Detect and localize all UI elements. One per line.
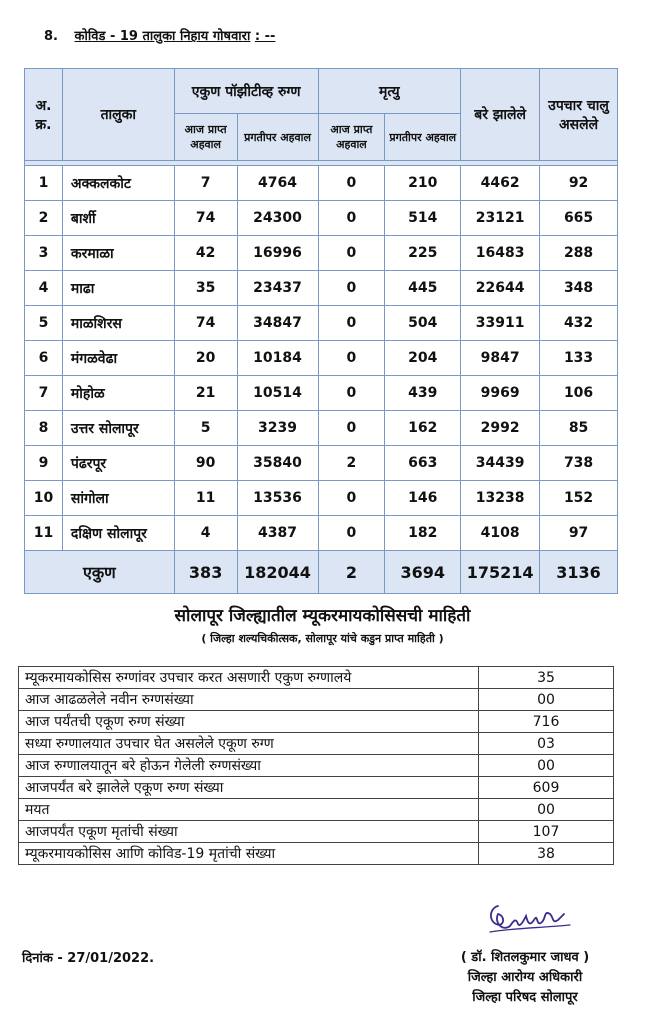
list-item [19,667,614,689]
header-taluka: तालुका [62,69,174,161]
positive-today-cell: 5 [174,411,237,446]
table-row [25,166,618,201]
positive-today-cell: 20 [174,341,237,376]
mucormycosis-source-note: ( जिल्हा शल्यचिकीत्सक, सोलापूर यांचे कडुन प्राप्त माहिती ) [201,632,444,645]
active-cell: 106 [540,376,618,411]
taluka-cell: मंगळवेढा [62,341,174,376]
deaths-progressive-cell: 663 [385,446,461,481]
positive-progressive-cell: 34847 [237,306,318,341]
taluka-table-body [25,161,618,551]
serial-cell: 11 [25,516,63,551]
total-label: एकुण [25,551,175,594]
list-item [19,689,614,711]
mucor-value-cell: 716 [479,711,614,733]
mucor-value-cell: 609 [479,777,614,799]
recovered-cell: 34439 [461,446,540,481]
deaths-today-cell: 0 [318,341,385,376]
table-row [25,236,618,271]
total-deaths-progressive: 3694 [385,551,461,594]
mucor-value-cell: 38 [479,843,614,865]
mucormycosis-table-body [19,667,614,865]
deaths-progressive-cell: 514 [385,201,461,236]
total-row [25,551,618,594]
list-item [19,711,614,733]
serial-cell: 2 [25,201,63,236]
positive-progressive-cell: 3239 [237,411,318,446]
deaths-progressive-cell: 182 [385,516,461,551]
mucor-value-cell: 00 [479,689,614,711]
active-cell: 665 [540,201,618,236]
taluka-cell: दक्षिण सोलापूर [62,516,174,551]
section-number: 8. [44,29,58,44]
serial-cell: 7 [25,376,63,411]
serial-cell: 4 [25,271,63,306]
list-item [19,733,614,755]
positive-today-cell: 7 [174,166,237,201]
mucor-value-cell: 03 [479,733,614,755]
taluka-cell: पंढरपूर [62,446,174,481]
taluka-cell: मोहोळ [62,376,174,411]
table-row [25,271,618,306]
serial-cell: 5 [25,306,63,341]
deaths-progressive-cell: 204 [385,341,461,376]
active-cell: 85 [540,411,618,446]
positive-today-cell: 90 [174,446,237,481]
list-item [19,755,614,777]
recovered-cell: 13238 [461,481,540,516]
positive-today-cell: 4 [174,516,237,551]
mucormycosis-title: सोलापूर जिल्ह्यातील म्यूकरमायकोसिसची माहिती [174,606,471,626]
mucor-label-cell: म्यूकरमायकोसिस रुग्णांवर उपचार करत असणारी एकुण रुग्णालये [19,667,479,689]
recovered-cell: 33911 [461,306,540,341]
signatory-office: जिल्हा परिषद सोलापूर [472,990,578,1005]
deaths-progressive-cell: 445 [385,271,461,306]
table-row [25,516,618,551]
mucor-label-cell: म्यूकरमायकोसिस आणि कोविड-19 मृतांची संख्या [19,843,479,865]
recovered-cell: 2992 [461,411,540,446]
header-positive-group: एकुण पॉझीटीव्ह रुग्ण [174,69,318,114]
positive-progressive-cell: 4764 [237,166,318,201]
list-item [19,799,614,821]
signature-block [440,948,610,1008]
taluka-cell: माळशिरस [62,306,174,341]
active-cell: 97 [540,516,618,551]
taluka-cell: सांगोला [62,481,174,516]
deaths-progressive-cell: 225 [385,236,461,271]
signatory-name: ( डॉ. शितलकुमार जाधव ) [460,950,590,965]
active-cell: 738 [540,446,618,481]
positive-progressive-cell: 13536 [237,481,318,516]
taluka-cell: अक्कलकोट [62,166,174,201]
mucor-label-cell: आजपर्यंत एकूण मृतांची संख्या [19,821,479,843]
recovered-cell: 4108 [461,516,540,551]
section-heading [44,26,275,44]
table-row [25,446,618,481]
deaths-progressive-cell: 439 [385,376,461,411]
positive-today-cell: 74 [174,201,237,236]
deaths-today-cell: 2 [318,446,385,481]
positive-today-cell: 21 [174,376,237,411]
list-item [19,777,614,799]
table-row [25,411,618,446]
positive-progressive-cell: 35840 [237,446,318,481]
recovered-cell: 9969 [461,376,540,411]
total-recovered: 175214 [461,551,540,594]
recovered-cell: 16483 [461,236,540,271]
header-deaths-progressive: प्रगतीपर अहवाल [385,114,461,161]
section-title: कोविड - 19 तालुका निहाय गोषवारा [74,29,251,44]
mucormycosis-table [18,666,614,865]
recovered-cell: 22644 [461,271,540,306]
mucor-label-cell: आज पर्यंतची एकूण रुग्ण संख्या [19,711,479,733]
table-row [25,306,618,341]
positive-today-cell: 11 [174,481,237,516]
deaths-today-cell: 0 [318,306,385,341]
deaths-progressive-cell: 210 [385,166,461,201]
serial-cell: 6 [25,341,63,376]
positive-progressive-cell: 10184 [237,341,318,376]
total-deaths-today: 2 [318,551,385,594]
active-cell: 92 [540,166,618,201]
positive-progressive-cell: 24300 [237,201,318,236]
header-active: उपचार चालु असलेले [540,69,618,161]
active-cell: 133 [540,341,618,376]
report-date: दिनांक - 27/01/2022. [22,951,155,966]
taluka-cell: बार्शी [62,201,174,236]
active-cell: 152 [540,481,618,516]
mucor-value-cell: 00 [479,799,614,821]
table-row [25,376,618,411]
deaths-today-cell: 0 [318,376,385,411]
header-recovered: बरे झालेले [461,69,540,161]
header-positive-today: आज प्राप्त अहवाल [174,114,237,161]
mucor-label-cell: आज रुग्णालयातून बरे होऊन गेलेली रुग्णसंख्या [19,755,479,777]
deaths-today-cell: 0 [318,236,385,271]
mucor-value-cell: 00 [479,755,614,777]
deaths-today-cell: 0 [318,166,385,201]
active-cell: 288 [540,236,618,271]
mucor-label-cell: सध्या रुग्णालयात उपचार घेत असलेले एकूण रुग्ण [19,733,479,755]
recovered-cell: 9847 [461,341,540,376]
table-row [25,341,618,376]
deaths-today-cell: 0 [318,411,385,446]
active-cell: 432 [540,306,618,341]
active-cell: 348 [540,271,618,306]
deaths-today-cell: 0 [318,201,385,236]
taluka-cell: उत्तर सोलापूर [62,411,174,446]
section-title-suffix: : -- [254,29,276,44]
header-deaths-today: आज प्राप्त अहवाल [318,114,385,161]
serial-cell: 1 [25,166,63,201]
mucor-value-cell: 35 [479,667,614,689]
list-item [19,843,614,865]
serial-cell: 9 [25,446,63,481]
positive-today-cell: 42 [174,236,237,271]
total-positive-today: 383 [174,551,237,594]
serial-cell: 8 [25,411,63,446]
taluka-cell: करमाळा [62,236,174,271]
deaths-progressive-cell: 146 [385,481,461,516]
deaths-today-cell: 0 [318,516,385,551]
serial-cell: 3 [25,236,63,271]
total-active: 3136 [540,551,618,594]
serial-cell: 10 [25,481,63,516]
table-row [25,481,618,516]
header-deaths-group: मृत्यु [318,69,461,114]
recovered-cell: 23121 [461,201,540,236]
deaths-progressive-cell: 504 [385,306,461,341]
mucor-value-cell: 107 [479,821,614,843]
signature-image [484,898,574,940]
header-serial: अ. क्र. [25,69,63,161]
positive-progressive-cell: 16996 [237,236,318,271]
deaths-today-cell: 0 [318,481,385,516]
list-item [19,821,614,843]
positive-today-cell: 74 [174,306,237,341]
positive-progressive-cell: 10514 [237,376,318,411]
signatory-designation: जिल्हा आरोग्य अधिकारी [467,970,583,985]
positive-progressive-cell: 4387 [237,516,318,551]
deaths-progressive-cell: 162 [385,411,461,446]
recovered-cell: 4462 [461,166,540,201]
taluka-summary-table [24,68,618,594]
deaths-today-cell: 0 [318,271,385,306]
positive-today-cell: 35 [174,271,237,306]
table-row [25,201,618,236]
mucor-label-cell: आज आढळलेले नवीन रुग्णसंख्या [19,689,479,711]
mucor-label-cell: आजपर्यंत बरे झालेले एकूण रुग्ण संख्या [19,777,479,799]
positive-progressive-cell: 23437 [237,271,318,306]
total-positive-progressive: 182044 [237,551,318,594]
taluka-cell: माढा [62,271,174,306]
header-positive-progressive: प्रगतीपर अहवाल [237,114,318,161]
mucor-label-cell: मयत [19,799,479,821]
